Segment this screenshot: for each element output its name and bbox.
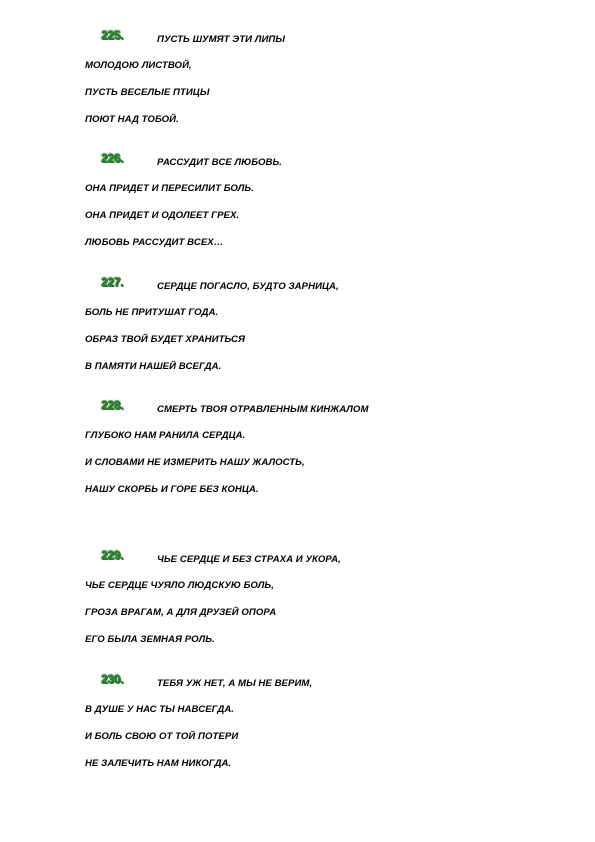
verse-first-line bbox=[0, 151, 595, 173]
verse-number: 230. bbox=[101, 672, 124, 686]
verse-line: ПУСТЬ ШУМЯТ ЭТИ ЛИПЫ bbox=[157, 34, 285, 45]
verse-line: РАССУДИТ ВСЕ ЛЮБОВЬ. bbox=[157, 157, 283, 168]
verse-line: ПОЮТ НАД ТОБОЙ. bbox=[85, 114, 179, 125]
verse-number: 228. bbox=[101, 398, 124, 412]
verse-line: НЕ ЗАЛЕЧИТЬ НАМ НИКОГДА. bbox=[85, 758, 232, 769]
verse-line: БОЛЬ НЕ ПРИТУШАТ ГОДА. bbox=[85, 307, 219, 318]
verse-number: 229. bbox=[101, 548, 124, 562]
verse-number: 226. bbox=[101, 151, 124, 165]
verse-line: ОБРАЗ ТВОЙ БУДЕТ ХРАНИТЬСЯ bbox=[85, 334, 246, 345]
verse-first-line bbox=[0, 672, 595, 694]
verse-number: 225. bbox=[101, 28, 124, 42]
verse-line: В ПАМЯТИ НАШЕЙ ВСЕГДА. bbox=[85, 361, 222, 372]
verse-line: ГРОЗА ВРАГАМ, А ДЛЯ ДРУЗЕЙ ОПОРА bbox=[85, 607, 277, 618]
verse-first-line bbox=[0, 275, 595, 297]
verse-line: ГЛУБОКО НАМ РАНИЛА СЕРДЦА. bbox=[85, 430, 246, 441]
verse-line: ЧЬЕ СЕРДЦЕ ЧУЯЛО ЛЮДСКУЮ БОЛЬ, bbox=[85, 580, 274, 591]
verse-first-line bbox=[0, 548, 595, 570]
verse-number: 227. bbox=[101, 275, 124, 289]
verse-line: И БОЛЬ СВОЮ ОТ ТОЙ ПОТЕРИ bbox=[85, 731, 239, 742]
verse-227 bbox=[0, 275, 595, 372]
verse-225 bbox=[0, 28, 595, 125]
verse-line: ПУСТЬ ВЕСЕЛЫЕ ПТИЦЫ bbox=[85, 87, 210, 98]
verse-228 bbox=[0, 398, 595, 495]
verse-line: И СЛОВАМИ НЕ ИЗМЕРИТЬ НАШУ ЖАЛОСТЬ, bbox=[85, 457, 305, 468]
verse-line: ЕГО БЫЛА ЗЕМНАЯ РОЛЬ. bbox=[85, 634, 215, 645]
verse-first-line bbox=[0, 398, 595, 420]
verse-line: МОЛОДОЮ ЛИСТВОЙ, bbox=[85, 60, 192, 71]
verse-230 bbox=[0, 672, 595, 769]
verse-line: В ДУШЕ У НАС ТЫ НАВСЕГДА. bbox=[85, 704, 235, 715]
verse-line: ОНА ПРИДЕТ И ОДОЛЕЕТ ГРЕХ. bbox=[85, 210, 240, 221]
verse-first-line bbox=[0, 28, 595, 50]
verse-226 bbox=[0, 151, 595, 248]
verse-line: ЧЬЕ СЕРДЦЕ И БЕЗ СТРАХА И УКОРА, bbox=[157, 554, 341, 565]
verse-line: ТЕБЯ УЖ НЕТ, А МЫ НЕ ВЕРИМ, bbox=[157, 678, 313, 689]
verse-line: ЛЮБОВЬ РАССУДИТ ВСЕХ… bbox=[85, 237, 224, 248]
verse-229 bbox=[0, 548, 595, 645]
verse-line: СМЕРТЬ ТВОЯ ОТРАВЛЕННЫМ КИНЖАЛОМ bbox=[157, 404, 369, 415]
verse-line: СЕРДЦЕ ПОГАСЛО, БУДТО ЗАРНИЦА, bbox=[157, 281, 339, 292]
verse-line: НАШУ СКОРБЬ И ГОРЕ БЕЗ КОНЦА. bbox=[85, 484, 259, 495]
verse-line: ОНА ПРИДЕТ И ПЕРЕСИЛИТ БОЛЬ. bbox=[85, 183, 254, 194]
